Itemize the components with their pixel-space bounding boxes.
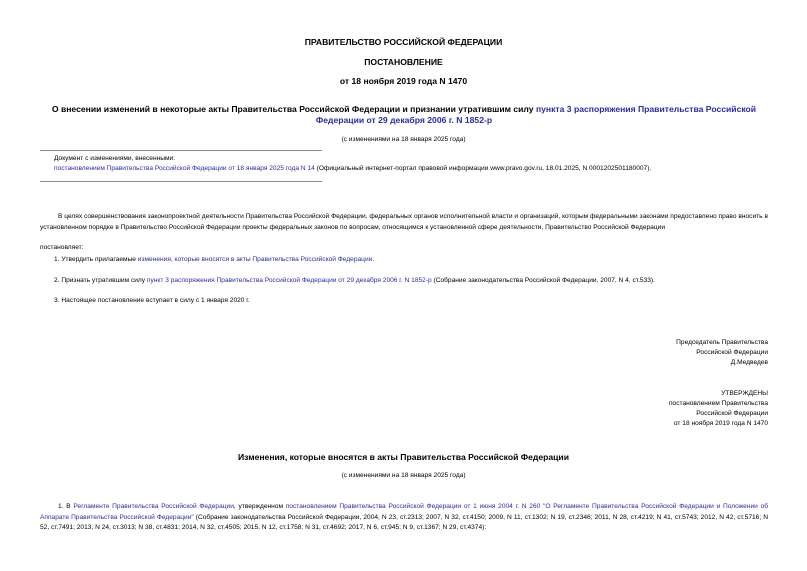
title-text: О внесении изменений в некоторые акты Правительства Российской Федерации и признании утратившим силу: [51, 104, 536, 114]
approved-country: Российской Федерации: [696, 410, 768, 417]
item-2: 2. Признать утратившим силу пункт 3 распоряжения Правительства Российской Федерации от 29 декабря 2006 г. N 1852-р (Собрание законодательства Российской Федерации, 2007, N 4, ст.533).: [54, 277, 655, 284]
item-1-link[interactable]: изменения, которые вносятся в акты Правительства Российской Федерации: [137, 256, 373, 263]
document-title: [40, 104, 768, 126]
item-2-link[interactable]: пункт 3 распоряжения Правительства Российской Федерации от 29 декабря 2006 г. N 1852-р: [146, 277, 432, 284]
approved-label: УТВЕРЖДЕНЫ: [721, 390, 768, 397]
divider-bottom: [40, 181, 322, 182]
document-date-number: от 18 ноября 2019 года N 1470: [339, 76, 468, 86]
signature-country: Российской Федерации: [696, 349, 768, 356]
item-3: 3. Настоящее постановление вступает в силу с 1 января 2020 г.: [54, 297, 250, 304]
changes-box: [54, 154, 774, 174]
approved-date: от 18 ноября 2019 года N 1470: [673, 420, 768, 427]
item-1: 1. Утвердить прилагаемые изменения, которые вносятся в акты Правительства Российской Федерации.: [54, 256, 375, 263]
amending-decree-source: (Официальный интернет-портал правовой информации www.pravo.gov.ru, 18.01.2025, N 0001202501180007).: [314, 165, 652, 172]
signature-name: Д.Медведев: [730, 359, 768, 366]
changes-box-entry: [54, 164, 774, 174]
approved-by: постановлением Правительства: [668, 400, 768, 407]
signature-position: Председатель Правительства: [676, 339, 768, 346]
approved-block: [468, 389, 768, 429]
changes-revision-note: (с изменениями на 18 января 2025 года): [341, 472, 466, 479]
divider-top: [40, 150, 322, 151]
signature-block: [468, 338, 768, 368]
decree-260-link[interactable]: постановлением Правительства Российской Федерации от 1 июня 2004 г. N 260 "О Регламенте Правительства Российской Федерации и Положении об Аппарате Правительства Российской Федерации": [40, 503, 769, 521]
title-link-order-1852[interactable]: пункта 3 распоряжения Правительства Российской Федерации от 29 декабря 2006 г. N 1852-р: [315, 104, 757, 125]
changes-box-heading: Документ с изменениями, внесенными:: [54, 155, 176, 162]
change-item-1: 1. В Регламенте Правительства Российской Федерации, утвержденном постановлением Правительства Российской Федерации от 1 июня 2004 г. N 260 "О Регламенте Правительства Российской Федерации и Положении об Аппарате Правительства Российской Федерации" (Собрание законодательства Российской Федерации, 2004, N 23, ст.2313; 2007, N 32, ст.4150; 2009, N 11, ст.1302; N 19, ст.2346; 2011, N 28, ст.4219; N 41, ст.5743; 2012, N 42, ст.5716; N 52, ст.7491; 2013, N 24, ст.3013; N 38, ст.4831; 2014, N 32, ст.4505; 2015, N 12, ст.1758; N 31, ст.4692; 2017, N 6, ст.945; N 9, ст.1367; N 29, ст.4374):: [40, 503, 769, 531]
government-name: ПРАВИТЕЛЬСТВО РОССИЙСКОЙ ФЕДЕРАЦИИ: [304, 37, 503, 47]
amending-decree-link[interactable]: постановлением Правительства Российской Федерации от 18 января 2025 года N 14: [54, 165, 315, 172]
regulation-link[interactable]: Регламенте Правительства Российской Федерации: [73, 503, 234, 510]
decides-label: постановляет:: [40, 244, 84, 251]
document-type: ПОСТАНОВЛЕНИЕ: [364, 57, 443, 67]
changes-title: Изменения, которые вносятся в акты Правительства Российской Федерации: [237, 452, 569, 462]
preamble: В целях совершенствования законопроектной деятельности Правительства Российской Федерации, федеральных органов исполнительной власти и организаций, которым федеральными законами предоставлено право вносить в установленном порядке в Правительство Российской Федерации проекты федеральных законов по вопросам, относящимся к установленной сфере деятельности, Правительство Российской Федерации: [40, 213, 768, 231]
revision-note: (с изменениями на 18 января 2025 года): [341, 136, 466, 143]
